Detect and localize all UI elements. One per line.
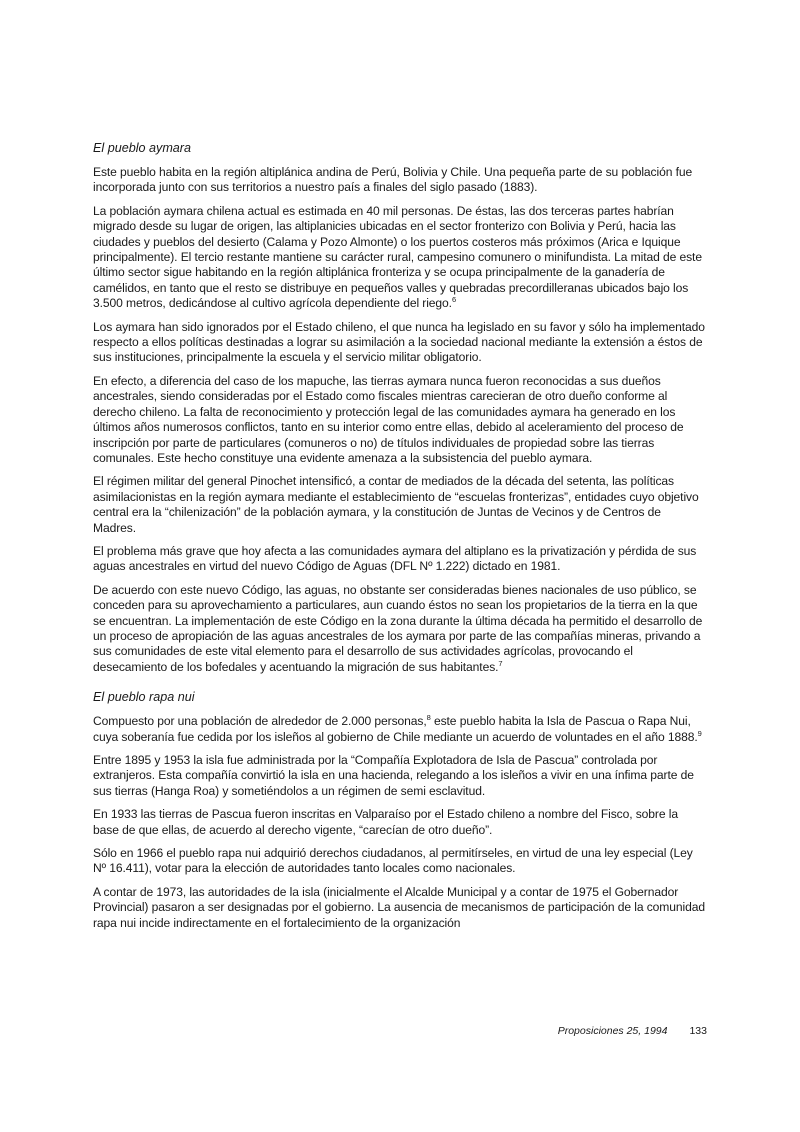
footnote-ref[interactable]: 6 [451, 295, 457, 305]
section-rapa-nui [93, 689, 707, 931]
page-number: 133 [689, 1025, 707, 1037]
page-footer [0, 1025, 707, 1037]
document-body [93, 140, 707, 939]
footnote-ref[interactable]: 9 [697, 728, 702, 738]
paragraph: De acuerdo con este nuevo Código, las aguas, no obstante ser consideradas bienes nacionales de uso público, se conceden para su aprovechamiento a particulares, aun cuando éstos no sean los propietarios de la tierra en la que se encuentran. La implementación de este Código en la zona durante la última década ha permitido el desarrollo de un proceso de apropiación de las aguas ancestrales de los aymara por parte de las compañías mineras, privando a sus comunidades de este vital elemento para el desarrollo de sus actividades agrícolas, provocando el desecamiento de los bofedales y acentuando la migración de sus habitantes.$^7$ [93, 582, 703, 674]
paragraph: En 1933 las tierras de Pascua fueron inscritas en Valparaíso por el Estado chileno a nombre del Fisco, sobre la base de que ellas, de acuerdo al derecho vigente, “carecían de otro dueño”. [93, 807, 678, 837]
paragraph: Sólo en 1966 el pueblo rapa nui adquirió derechos ciudadanos, al permitírseles, en virtud de una ley especial (Ley Nº 16.411), votar para la elección de autoridades tanto locales como nacionales. [93, 846, 693, 876]
paragraph: Los aymara han sido ignorados por el Estado chileno, el que nunca ha legislado en su favor y sólo ha implementado respecto a ellos políticas destinadas a lograr su asimilación a la sociedad nacional mediante la extensión a éstos de sus instituciones, principalmente la escuela y el servicio militar obligatorio. [93, 319, 705, 365]
paragraph: El régimen militar del general Pinochet intensificó, a contar de mediados de la década del setenta, las políticas asimilacionistas en la región aymara mediante el establecimiento de “escuelas fronterizas”, entidades cuyo objetivo central era la “chilenización” de la población aymara, y la constitución de Juntas de Vecinos y de Centros de Madres. [93, 474, 699, 535]
paragraph: El problema más grave que hoy afecta a las comunidades aymara del altiplano es la privatización y pérdida de sus aguas ancestrales en virtud del nuevo Código de Aguas (DFL Nº 1.222) dictado en 1981. [93, 543, 697, 574]
paragraph: Entre 1895 y 1953 la isla fue administrada por la “Compañía Explotadora de Isla de Pascua” controlada por extranjeros. Esta compañía convirtió la isla en una hacienda, relegando a los isleños a vivir en una ínfima parte de sus tierras (Hanga Roa) y sometiéndolos a un régimen de semi esclavitud. [93, 753, 694, 798]
paragraph: Compuesto por una población de alrededor de 2.000 personas,$^8$ este pueblo habita la Isla de Pascua o Rapa Nui, cuya soberanía fue cedida por los isleños al gobierno de Chile mediante un acuerdo de voluntades en el año 1888.$^9$ [93, 713, 702, 744]
footnote-ref[interactable]: 7 [498, 658, 503, 668]
paragraph: A contar de 1973, las autoridades de la isla (inicialmente el Alcalde Municipal y a contar de 1975 el Gobernador Provincial) pasaron a ser designadas por el gobierno. La ausencia de mecanismos de participación de la comunidad rapa nui incide indirectamente en el fortalecimiento de la organización [93, 884, 706, 930]
section-heading: El pueblo aymara [93, 141, 192, 155]
journal-citation: Proposiciones 25, 1994 [557, 1025, 668, 1037]
paragraph: En efecto, a diferencia del caso de los mapuche, las tierras aymara nunca fueron reconocidas a sus dueños ancestrales, siendo consideradas por el Estado como fiscales mientras carecieran de otro dueño conforme al derecho chileno. La falta de reconocimiento y protección legal de las comunidades aymara ha generado en los últimos años numerosos conflictos, tanto en su interior como entre ellas, debido al aceleramiento del proceso de inscripción por parte de particulares (comuneros o no) de títulos individuales de propiedad sobre las tierras comunales. Este hecho constituye una evidente amenaza a la subsistencia del pueblo aymara. [93, 373, 684, 465]
paragraph: La población aymara chilena actual es estimada en 40 mil personas. De éstas, las dos terceras partes habrían migrado desde su lugar de origen, las altiplanicies ubicadas en el sector fronterizo con Bolivia y Perú, hacia las ciudades y pueblos del desierto (Calama y Pozo Almonte) o los puertos costeros más próximos (Arica e Iquique principalmente). El tercio restante mantiene su carácter rural, campesino comunero o minifundista. La mitad de este último sector sigue habitando en la región altiplánica fronteriza y se ocupa principalmente de la ganadería de camélidos, en tanto que el resto se distribuye en pequeños valles y quebradas precordilleranas ubicados bajo los 3.500 metros, dedicándose al cultivo agrícola dependiente del riego.$^6$ [93, 203, 702, 311]
footnote-ref[interactable]: 8 [426, 713, 431, 723]
section-heading: El pueblo rapa nui [93, 690, 195, 705]
paragraph: Este pueblo habita en la región altiplánica andina de Perú, Bolivia y Chile. Una pequeña parte de su población fue incorporada junto con sus territorios a nuestro país a finales del siglo pasado (1883). [93, 165, 693, 195]
section-aymara [93, 140, 707, 675]
